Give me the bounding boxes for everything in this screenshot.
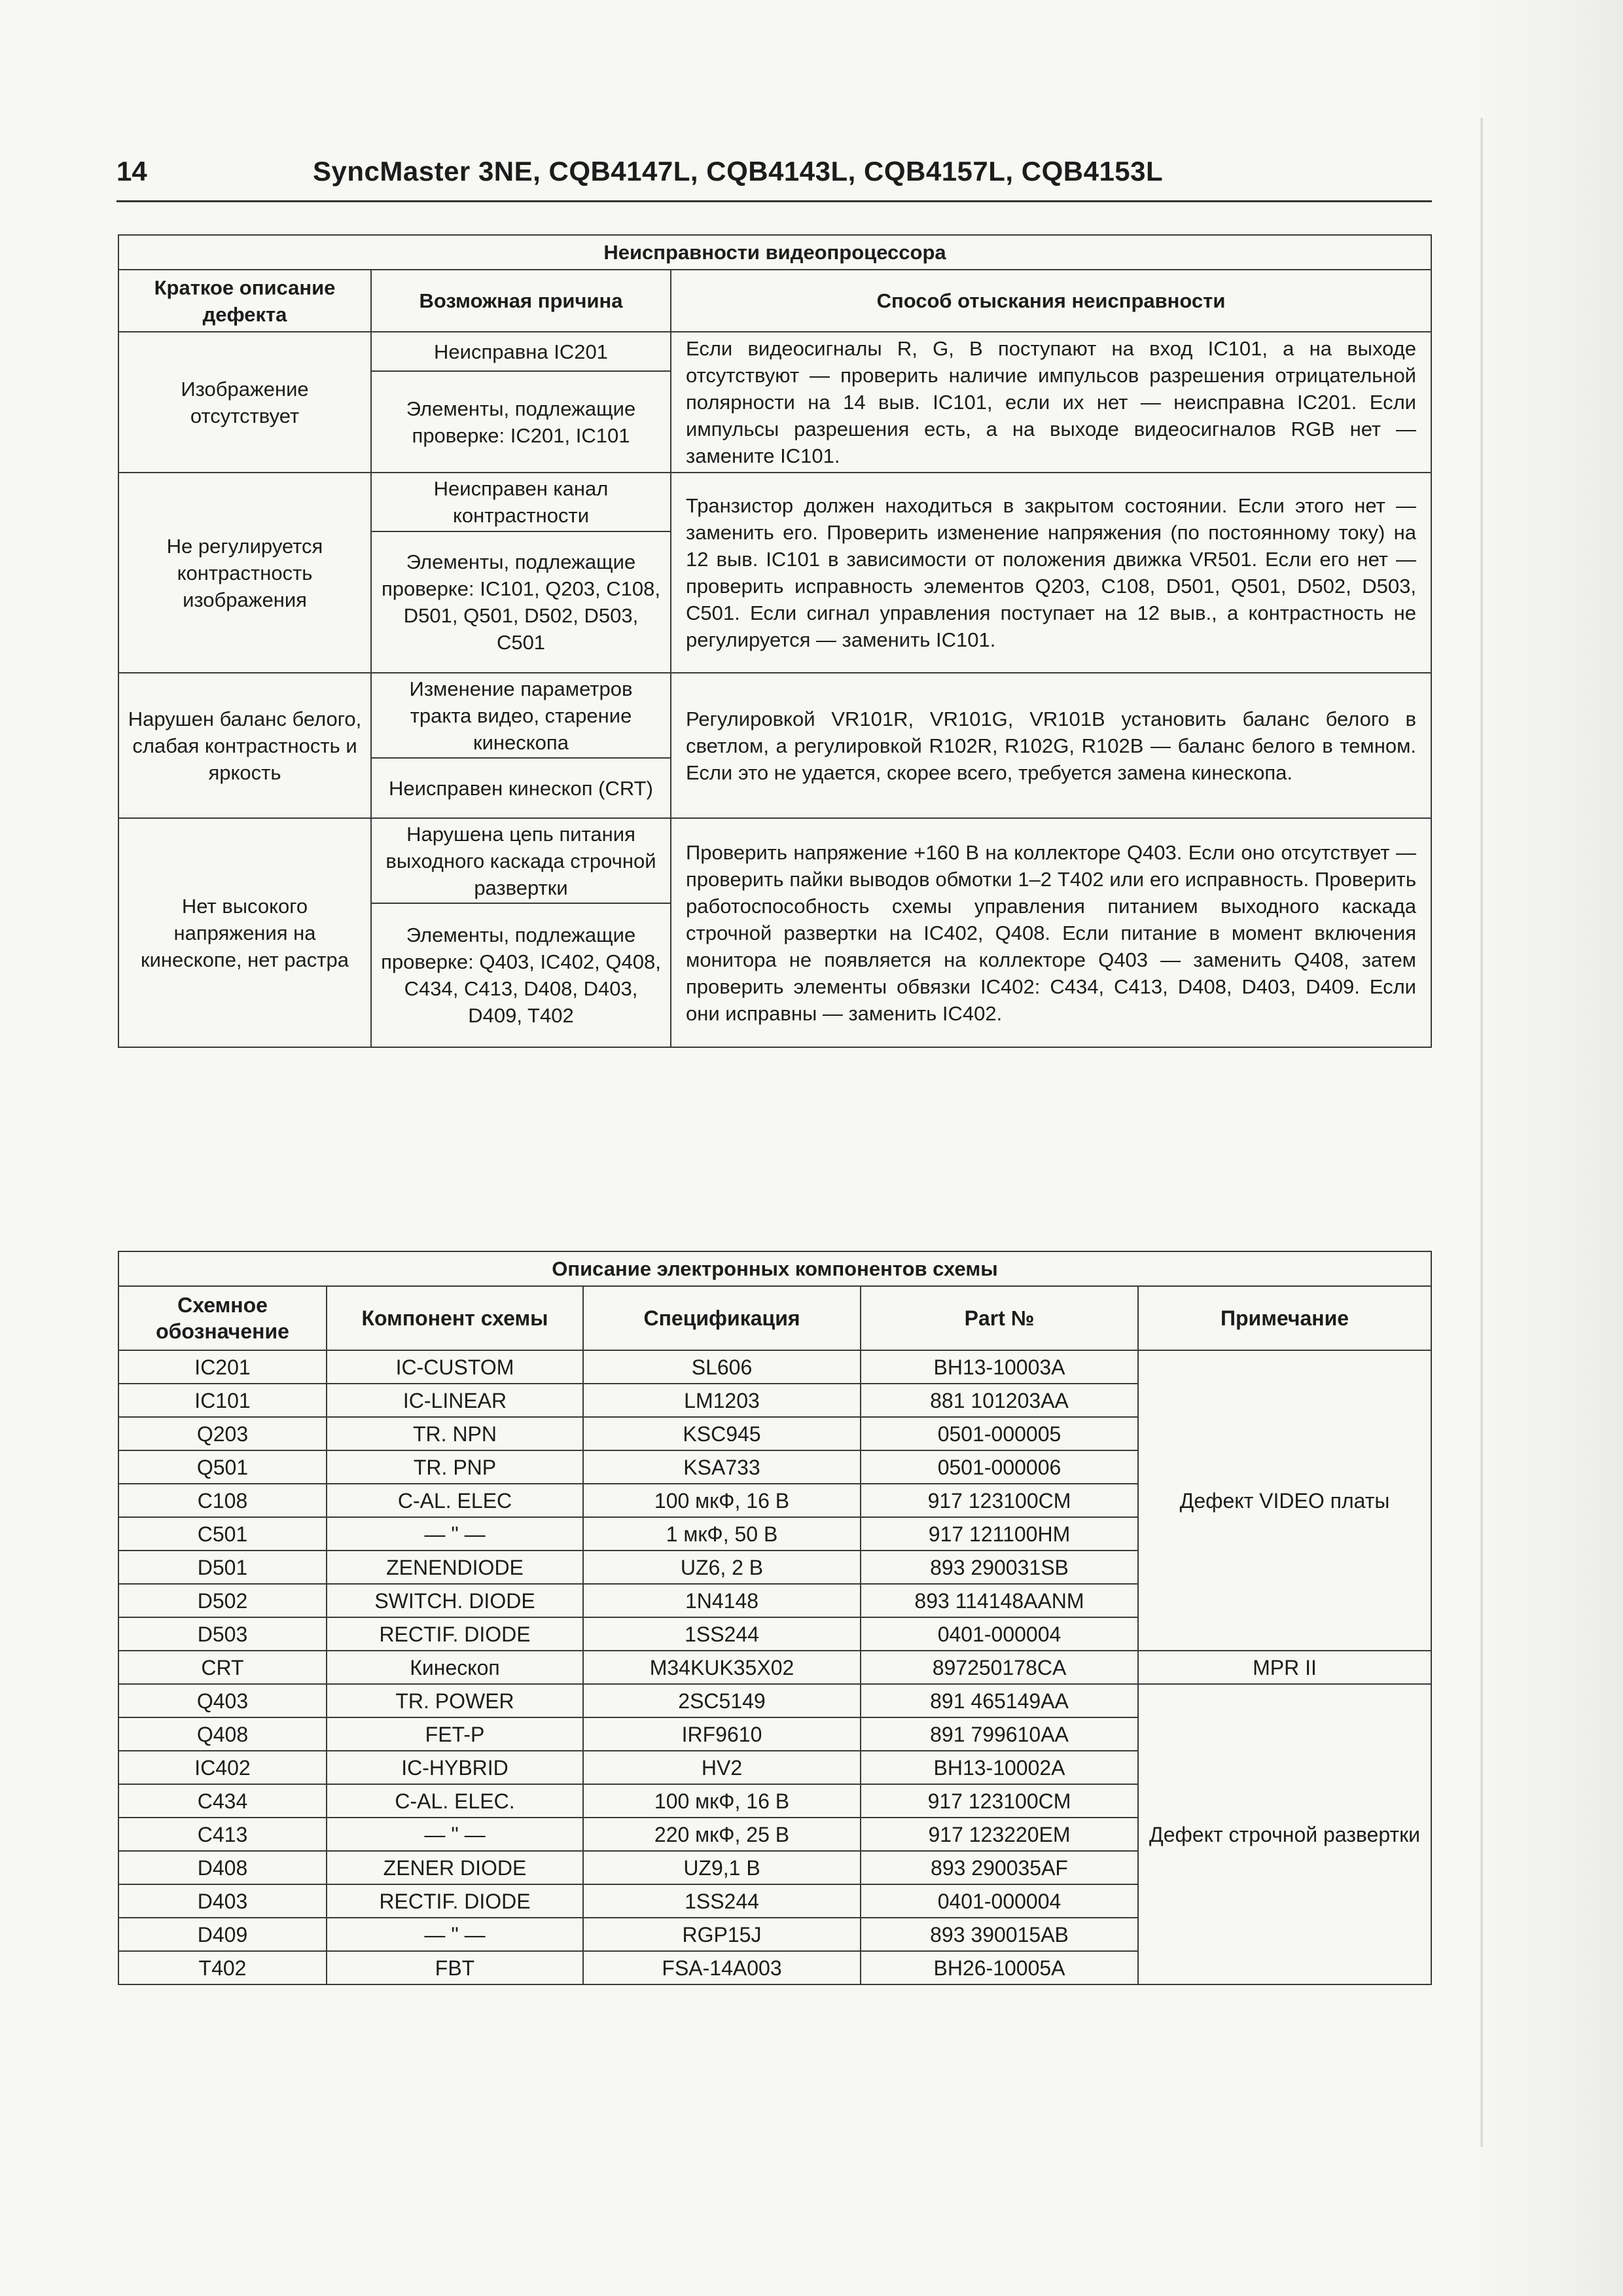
fault-cause: Неисправен кинескоп (CRT)	[371, 758, 671, 818]
fault-cause: Элементы, подлежащие проверке: IC101, Q203, C108, D501, Q501, D502, D503, C501	[371, 531, 671, 673]
table-row	[118, 1350, 1431, 1384]
component-cell: TR. PNP	[327, 1450, 583, 1484]
component-cell: C-AL. ELEC.	[327, 1784, 583, 1818]
part-number-cell: 917 121100HM	[861, 1517, 1138, 1551]
page-number: 14	[116, 156, 147, 187]
running-title: SyncMaster 3NE, CQB4147L, CQB4143L, CQB4157L, CQB4153L	[313, 156, 1164, 187]
fault-symptom: Нарушен баланс белого, слабая контрастность и яркость	[118, 673, 371, 818]
component-cell: TR. NPN	[327, 1417, 583, 1450]
specification-cell: FSA-14A003	[583, 1951, 861, 1984]
scan-edge-shadow	[1453, 0, 1623, 2296]
specification-cell: 100 мкФ, 16 В	[583, 1484, 861, 1517]
component-cell: IC-LINEAR	[327, 1384, 583, 1417]
part-number-cell: BH26-10005A	[861, 1951, 1138, 1984]
column-header-cause: Возможная причина	[371, 270, 671, 332]
part-number-cell: 917 123100CM	[861, 1484, 1138, 1517]
designator-cell: D501	[118, 1551, 327, 1584]
specification-cell: SL606	[583, 1350, 861, 1384]
specification-cell: RGP15J	[583, 1918, 861, 1951]
fault-cause: Неисправна IC201	[371, 332, 671, 371]
designator-cell: T402	[118, 1951, 327, 1984]
fault-symptom: Не регулируется контрастность изображения	[118, 473, 371, 673]
column-header-component: Компонент схемы	[327, 1286, 583, 1350]
part-number-cell: 893 290035AF	[861, 1851, 1138, 1884]
components-table-caption: Описание электронных компонентов схемы	[118, 1251, 1431, 1286]
fault-symptom: Нет высокого напряжения на кинескопе, нет растра	[118, 818, 371, 1047]
component-cell: RECTIF. DIODE	[327, 1617, 583, 1651]
part-number-cell: 897250178CA	[861, 1651, 1138, 1684]
column-header-note: Примечание	[1138, 1286, 1431, 1350]
specification-cell: 1 мкФ, 50 В	[583, 1517, 861, 1551]
column-header-part-number: Part №	[861, 1286, 1138, 1350]
faults-table	[118, 234, 1432, 1048]
fault-cause: Неисправен канал контрастности	[371, 473, 671, 531]
table-row	[118, 1684, 1431, 1717]
part-number-cell: 893 390015AB	[861, 1918, 1138, 1951]
component-cell: — " —	[327, 1918, 583, 1951]
specification-cell: KSC945	[583, 1417, 861, 1450]
part-number-cell: 0401-000004	[861, 1617, 1138, 1651]
component-cell: FBT	[327, 1951, 583, 1984]
component-cell: FET-P	[327, 1717, 583, 1751]
specification-cell: 1N4148	[583, 1584, 861, 1617]
component-cell: RECTIF. DIODE	[327, 1884, 583, 1918]
part-number-cell: BH13-10003A	[861, 1350, 1138, 1384]
fault-method: Транзистор должен находиться в закрытом состоянии. Если этого нет — заменить его. Проверить изменение напряжения (по постоянному току) на 12 выв. IC101 в зависимости от положения движка VR501. Если его нет — проверить исправность элементов Q203, C108, D501, Q501, D502, D503, C501. Если сигнал управления поступает на 12 выв., а контрастность не регулируется — заменить IC101.	[671, 473, 1431, 673]
note-cell: Дефект VIDEO платы	[1138, 1350, 1431, 1651]
part-number-cell: 881 101203AA	[861, 1384, 1138, 1417]
specification-cell: UZ6, 2 В	[583, 1551, 861, 1584]
specification-cell: HV2	[583, 1751, 861, 1784]
designator-cell: Q403	[118, 1684, 327, 1717]
component-cell: TR. POWER	[327, 1684, 583, 1717]
fault-method: Если видеосигналы R, G, B поступают на вход IC101, а на выходе отсутствуют — проверить наличие импульсов разрешения отрицательной полярности на 14 выв. IC101, если их нет — неисправна IC201. Если импульсы разрешения есть, а на выходе видеосигналов RGB нет — замените IC101.	[671, 332, 1431, 473]
component-cell: IC-HYBRID	[327, 1751, 583, 1784]
part-number-cell: 893 114148AANM	[861, 1584, 1138, 1617]
part-number-cell: 0501-000005	[861, 1417, 1138, 1450]
part-number-cell: 0401-000004	[861, 1884, 1138, 1918]
column-header-symptom: Краткое описание дефекта	[118, 270, 371, 332]
specification-cell: IRF9610	[583, 1717, 861, 1751]
faults-table-caption: Неисправности видеопроцессора	[118, 235, 1431, 270]
fault-cause: Элементы, подлежащие проверке: IC201, IC101	[371, 371, 671, 473]
designator-cell: D409	[118, 1918, 327, 1951]
component-cell: C-AL. ELEC	[327, 1484, 583, 1517]
specification-cell: M34KUK35X02	[583, 1651, 861, 1684]
designator-cell: D403	[118, 1884, 327, 1918]
designator-cell: Q203	[118, 1417, 327, 1450]
designator-cell: D503	[118, 1617, 327, 1651]
designator-cell: Q501	[118, 1450, 327, 1484]
component-cell: Кинескоп	[327, 1651, 583, 1684]
specification-cell: LM1203	[583, 1384, 861, 1417]
component-cell: ZENER DIODE	[327, 1851, 583, 1884]
column-header-designator: Схемное обозначение	[118, 1286, 327, 1350]
part-number-cell: 917 123220EM	[861, 1818, 1138, 1851]
specification-cell: 1SS244	[583, 1617, 861, 1651]
part-number-cell: BH13-10002A	[861, 1751, 1138, 1784]
component-cell: SWITCH. DIODE	[327, 1584, 583, 1617]
scan-fold-line	[1480, 118, 1483, 2147]
designator-cell: C434	[118, 1784, 327, 1818]
designator-cell: D408	[118, 1851, 327, 1884]
designator-cell: Q408	[118, 1717, 327, 1751]
designator-cell: C413	[118, 1818, 327, 1851]
part-number-cell: 891 465149AA	[861, 1684, 1138, 1717]
table-row	[118, 1651, 1431, 1684]
specification-cell: 220 мкФ, 25 В	[583, 1818, 861, 1851]
header-rule	[116, 200, 1432, 202]
component-cell: — " —	[327, 1517, 583, 1551]
designator-cell: C108	[118, 1484, 327, 1517]
fault-method: Регулировкой VR101R, VR101G, VR101B установить баланс белого в светлом, а регулировкой R102R, R102G, R102B — баланс белого в темном. Если это не удается, скорее всего, требуется замена кинескопа.	[671, 673, 1431, 818]
designator-cell: D502	[118, 1584, 327, 1617]
column-header-method: Способ отыскания неисправности	[671, 270, 1431, 332]
part-number-cell: 0501-000006	[861, 1450, 1138, 1484]
specification-cell: UZ9,1 В	[583, 1851, 861, 1884]
designator-cell: IC101	[118, 1384, 327, 1417]
specification-cell: 2SC5149	[583, 1684, 861, 1717]
note-cell: Дефект строчной развертки	[1138, 1684, 1431, 1984]
fault-cause: Элементы, подлежащие проверке: Q403, IC402, Q408, C434, C413, D408, D403, D409, T402	[371, 903, 671, 1047]
part-number-cell: 893 290031SB	[861, 1551, 1138, 1584]
specification-cell: 1SS244	[583, 1884, 861, 1918]
components-table	[118, 1251, 1432, 1985]
specification-cell: KSA733	[583, 1450, 861, 1484]
fault-symptom: Изображение отсутствует	[118, 332, 371, 473]
designator-cell: IC201	[118, 1350, 327, 1384]
designator-cell: IC402	[118, 1751, 327, 1784]
specification-cell: 100 мкФ, 16 В	[583, 1784, 861, 1818]
component-cell: IC-CUSTOM	[327, 1350, 583, 1384]
fault-method: Проверить напряжение +160 В на коллекторе Q403. Если оно отсутствует — проверить пайки выводов обмотки 1–2 T402 или его исправность. Проверить работоспособность схемы управления питанием выходного каскада строчной развертки на IC402, Q408. Если питание в момент включения монитора не появляется на коллекторе Q403 — заменить Q408, затем проверить элементы обвязки IC402: C434, C413, D408, D403, D409. Если они исправны — заменить IC402.	[671, 818, 1431, 1047]
column-header-specification: Спецификация	[583, 1286, 861, 1350]
note-cell: MPR II	[1138, 1651, 1431, 1684]
fault-cause: Изменение параметров тракта видео, старение кинескопа	[371, 673, 671, 758]
part-number-cell: 891 799610AA	[861, 1717, 1138, 1751]
designator-cell: CRT	[118, 1651, 327, 1684]
part-number-cell: 917 123100CM	[861, 1784, 1138, 1818]
component-cell: — " —	[327, 1818, 583, 1851]
fault-cause: Нарушена цепь питания выходного каскада строчной развертки	[371, 818, 671, 903]
component-cell: ZENENDIODE	[327, 1551, 583, 1584]
designator-cell: C501	[118, 1517, 327, 1551]
